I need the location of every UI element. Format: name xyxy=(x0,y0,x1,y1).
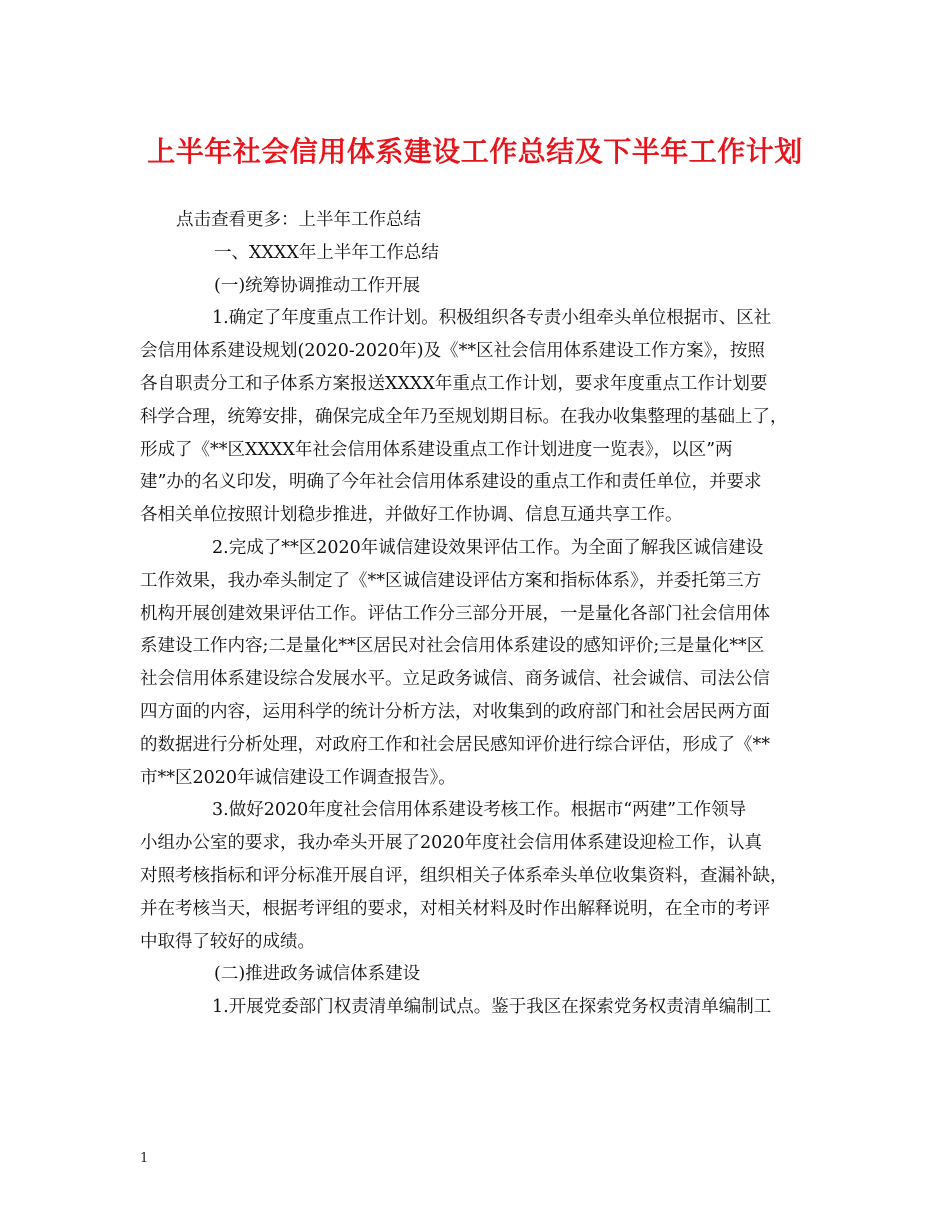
paragraph-line: 的数据进行分析处理，对政府工作和社会居民感知评价进行综合评估，形成了《** xyxy=(140,734,770,755)
document-title: 上半年社会信用体系建设工作总结及下半年工作计划 xyxy=(147,135,803,168)
paragraph-line: 市**区2020年诚信建设工作调查报告》。 xyxy=(140,767,456,788)
paragraph-line: 对照考核指标和评分标准开展自评，组织相关子体系牵头单位收集资料，查漏补缺， xyxy=(140,865,788,886)
section-heading-1: 一、XXXX年上半年工作总结 xyxy=(214,242,439,263)
paragraph-line: 1.开展党委部门权责清单编制试点。鉴于我区在探索党务权责清单编制工 xyxy=(212,997,772,1018)
paragraph-line: 建”办的名义印发，明确了今年社会信用体系建设的重点工作和责任单位，并要求 xyxy=(140,472,762,493)
paragraph-line: 科学合理，统筹安排，确保完成全年乃至规划期目标。在我办收集整理的基础上了， xyxy=(140,406,788,427)
document-body xyxy=(140,204,830,1024)
paragraph-line: 小组办公室的要求，我办牵头开展了2020年度社会信用体系建设迎检工作，认真 xyxy=(140,833,763,854)
paragraph-line: 1.确定了年度重点工作计划。积极组织各专责小组牵头单位根据市、区社 xyxy=(212,308,772,329)
paragraph-line: 机构开展创建效果评估工作。评估工作分三部分开展，一是量化各部门社会信用体 xyxy=(140,603,770,624)
paragraph-line: 四方面的内容，运用科学的统计分析方法，对收集到的政府部门和社会居民两方面 xyxy=(140,701,770,722)
paragraph-line: 各相关单位按照计划稳步推进，并做好工作协调、信息互通共享工作。 xyxy=(140,505,683,526)
paragraph-line: 中取得了较好的成绩。 xyxy=(140,931,315,952)
paragraph-line: 系建设工作内容;二是量化**区居民对社会信用体系建设的感知评价;三是量化**区 xyxy=(140,636,765,657)
paragraph-line: 2.完成了**区2020年诚信建设效果评估工作。为全面了解我区诚信建设 xyxy=(212,537,764,558)
paragraph-line: 工作效果，我办牵头制定了《**区诚信建设评估方案和指标体系》，并委托第三方 xyxy=(140,570,762,591)
more-link-line[interactable]: 点击查看更多：上半年工作总结 xyxy=(176,210,421,230)
paragraph-line: 3.做好2020年度社会信用体系建设考核工作。根据市“两建”工作领导 xyxy=(212,800,747,821)
paragraph-line: 并在考核当天，根据考评组的要求，对相关材料及时作出解释说明，在全市的考评 xyxy=(140,898,770,919)
subsection-heading-2: (二)推进政务诚信体系建设 xyxy=(214,964,421,985)
paragraph-line: 各自职责分工和子体系方案报送XXXX年重点工作计划，要求年度重点工作计划要 xyxy=(140,373,768,394)
subsection-heading-1: (一)统筹协调推动工作开展 xyxy=(214,275,421,296)
paragraph-line: 形成了《**区XXXX年社会信用体系建设重点工作计划进度一览表》，以区”两 xyxy=(140,439,733,460)
paragraph-line: 社会信用体系建设综合发展水平。立足政务诚信、商务诚信、社会诚信、司法公信 xyxy=(140,669,770,690)
page-number: 1 xyxy=(140,1151,149,1166)
paragraph-line: 会信用体系建设规划(2020-2020年)及《**区社会信用体系建设工作方案》，按照 xyxy=(140,341,765,362)
